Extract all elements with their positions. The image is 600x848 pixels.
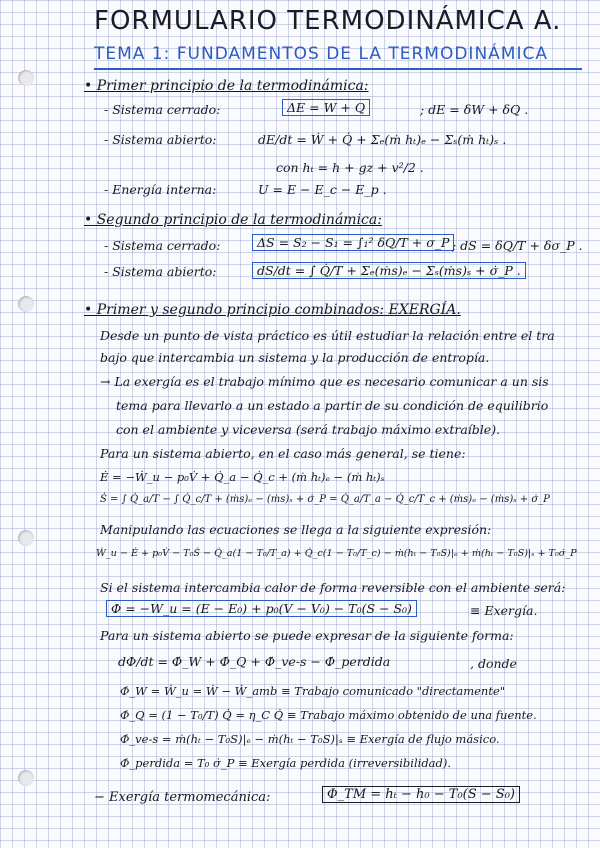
formula-total-enthalpy: con hₜ = h + gz + v²/2 . (276, 160, 424, 175)
binder-hole (18, 530, 34, 546)
section-heading-first-principle: • Primer principio de la termodinámica: (84, 78, 369, 94)
formula-energy-closed: ΔE = W + Q (282, 99, 370, 116)
section-heading-exergy: • Primer y segundo principio combinados: EXERGÍA. (84, 302, 461, 318)
definition-lost-exergy: Φ̇_perdida = T₀ σ̇_P ≡ Exergía perdida (irreversibilidad). (120, 756, 452, 770)
formula-internal-energy: U = E − E_c − E_p . (258, 182, 387, 197)
binder-hole (18, 296, 34, 312)
formula-energy-balance: Ė = −Ẇ_u − p₀V̇ + Q̇_a − Q̇_c + (ṁ hₜ)ₑ − (ṁ hₜ)ₛ (100, 470, 385, 484)
formula-exergy-rate: dΦ/dt = Φ̇_W + Φ̇_Q + Φ̇_ve-s − Φ̇_perdida (118, 654, 391, 669)
label-closed-system-entropy: - Sistema cerrado: (104, 238, 221, 253)
formula-entropy-balance: Ṡ = ∫ Q̇_a/T − ∫ Q̇_c/T + (ṁs)ₑ − (ṁs)ₛ + σ̇_P = Q̇_a/T_a − Q̇_c/T_c + (ṁs)ₑ − (ṁs)ₛ + σ̇_P (100, 494, 550, 505)
donde-label: , donde (470, 656, 517, 671)
paragraph-line: bajo que intercambia un sistema y la producción de entropía. (100, 350, 490, 365)
formula-energy-open: dE/dt = Ẇ + Q̇ + Σₑ(ṁ hₜ)ₑ − Σₛ(ṁ hₜ)ₛ . (258, 132, 507, 147)
section-heading-second-principle: • Segundo principio de la termodinámica: (84, 212, 382, 228)
label-internal-energy: - Energía interna: (104, 182, 217, 197)
definition-heat-exergy: Φ̇_Q = (1 − T₀/T) Q̇ = η_C Q̇ ≡ Trabajo máximo obtenido de una fuente. (120, 708, 537, 722)
page-title: FORMULARIO TERMODINÁMICA A. (94, 6, 562, 36)
formula-entropy-open: dS/dt = ∫ Q̇/T + Σₑ(ṁs)ₑ − Σₛ(ṁs)ₛ + σ̇_P . (252, 262, 526, 279)
label-open-system: - Sistema abierto: (104, 132, 217, 147)
formula-exergy-definition: Φ = −W_u = (E − E₀) + p₀(V − V₀) − T₀(S − S₀) (106, 600, 417, 617)
formula-entropy-closed-differential: ; dS = δQ/T + δσ_P . (452, 238, 583, 253)
tema-underline (94, 68, 582, 70)
label-open-system-entropy: - Sistema abierto: (104, 264, 217, 279)
formula-energy-closed-differential: ; dE = δW + δQ . (420, 102, 529, 117)
paragraph-line: tema para llevarlo a un estado a partir de su condición de equilibrio (116, 398, 549, 413)
formula-manipulated-expression: Ẇ_u − Ė + p₀V̇ − T₀Ṡ − Q̇_a(1 − T₀/T_a) + Q̇_c(1 − T₀/T_c) − ṁ(hₜ − T₀S)|ₑ + ṁ(hₜ − T₀S)|ₛ + T₀σ̇_P (96, 548, 577, 559)
label-thermomechanical-exergy: − Exergía termomecánica: (94, 790, 271, 805)
tema-heading: TEMA 1: FUNDAMENTOS DE LA TERMODINÁMICA (94, 44, 548, 64)
paragraph-line: → La exergía es el trabajo mínimo que es necesario comunicar a un sis (100, 374, 549, 389)
definition-flow-exergy: Φ̇_ve-s = ṁ(hₜ − T₀S)|ₑ − ṁ(hₜ − T₀S)|ₛ ≡ Exergía de flujo másico. (120, 732, 500, 746)
paragraph-line: Para un sistema abierto se puede expresar de la siguiente forma: (100, 628, 514, 643)
definition-work-exergy: Φ̇_W = Ẇ_u = Ẇ − Ẇ_amb ≡ Trabajo comunicado "directamente" (120, 684, 506, 698)
formula-entropy-closed: ΔS = S₂ − S₁ = ∫₁² δQ/T + σ_P (252, 234, 454, 251)
exergy-label: ≡ Exergía. (470, 603, 538, 618)
label-closed-system: - Sistema cerrado: (104, 102, 221, 117)
binder-hole (18, 770, 34, 786)
paragraph-line: Manipulando las ecuaciones se llega a la siguiente expresión: (100, 522, 492, 537)
paragraph-line: Si el sistema intercambia calor de forma reversible con el ambiente será: (100, 580, 566, 595)
paragraph-line: Para un sistema abierto, en el caso más general, se tiene: (100, 446, 466, 461)
formula-thermomechanical-exergy: Φ_TM = hₜ − h₀ − T₀(S − S₀) (322, 786, 520, 803)
paragraph-line: con el ambiente y viceversa (será trabajo máximo extraíble). (116, 422, 501, 437)
paragraph-line: Desde un punto de vista práctico es útil estudiar la relación entre el tra (100, 328, 555, 343)
binder-hole (18, 70, 34, 86)
